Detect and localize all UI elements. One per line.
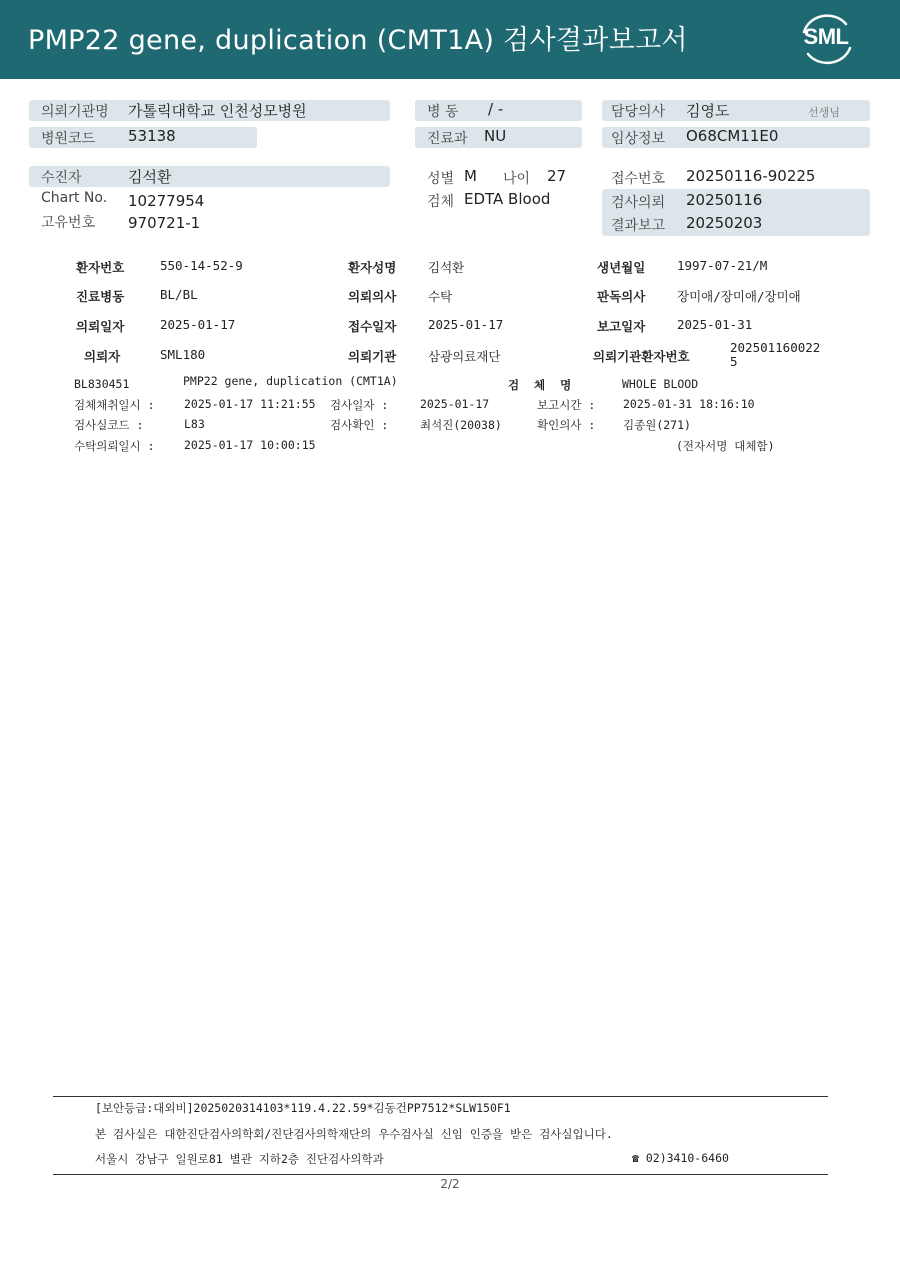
report-title: PMP22 gene, duplication (CMT1A) 검사결과보고서 [28, 25, 688, 56]
patient-row [29, 166, 390, 187]
address-line: 서울시 강남구 일원로81 별관 지하2층 진단검사의학과 [95, 1152, 384, 1166]
receipt-label: 접수번호 [611, 171, 666, 187]
ward-detail-value: BL/BL [160, 287, 198, 302]
req-doctor-value: 수탁 [428, 289, 453, 304]
doctor-value: 김영도 [686, 102, 730, 120]
reader-label: 판독의사 [597, 289, 646, 304]
collect-value: 2025-01-17 11:21:55 [184, 397, 316, 411]
req-date-value: 2025-01-17 [160, 317, 236, 332]
chart-label: Chart No. [41, 190, 108, 206]
patient-value: 김석환 [128, 168, 172, 186]
result-value: 20250203 [686, 214, 763, 232]
clinical-label: 임상정보 [611, 131, 666, 147]
ward-value: / - [488, 100, 504, 118]
report-banner [0, 0, 900, 79]
ward-detail-label: 진료병동 [76, 289, 125, 304]
patient-label: 수진자 [41, 170, 82, 186]
logo-text: SML [803, 24, 849, 49]
patient-no-value: 550-14-52-9 [160, 258, 243, 273]
security-line: [보안등급:대외비]2025020314103*119.4.22.59*김동건PP7512*SLW150F1 [95, 1101, 511, 1115]
result-label: 결과보고 [611, 218, 666, 234]
footer-top-rule [53, 1096, 828, 1097]
institution-label: 의뢰기관명 [41, 104, 109, 120]
specimen-name-value: WHOLE BLOOD [622, 377, 699, 391]
test-confirm-label: 검사확인 : [330, 418, 389, 432]
receipt-value: 20250116-90225 [686, 167, 816, 185]
req-inst-label: 의뢰기관 [348, 349, 397, 364]
consign-label: 수탁의뢰일시 : [74, 439, 155, 453]
requester-label: 의뢰자 [84, 349, 121, 364]
dept-label: 진료과 [427, 131, 468, 147]
report-date-value: 2025-01-31 [677, 317, 753, 332]
lab-code-label: 검사실코드 : [74, 418, 144, 432]
page-number: 2/2 [440, 1177, 460, 1191]
age-value: 27 [547, 167, 567, 185]
request-label: 검사의뢰 [611, 195, 666, 211]
lab-code-value: L83 [184, 417, 205, 431]
dob-label: 생년월일 [597, 260, 646, 275]
chart-value: 10277954 [128, 192, 205, 210]
institution-value: 가톨릭대학교 인천성모병원 [128, 102, 307, 120]
phone-line: ☎ 02)3410-6460 [632, 1151, 729, 1165]
hospital-code-label: 병원코드 [41, 131, 96, 147]
patient-name-value: 김석환 [428, 260, 465, 275]
test-name: PMP22 gene, duplication (CMT1A) [183, 374, 398, 388]
recv-date-label: 접수일자 [348, 319, 397, 334]
certification-line: 본 검사실은 대한진단검사의학회/진단검사의학재단의 우수검사실 신임 인증을 받은 검사실입니다. [95, 1127, 613, 1141]
reader-value: 장미애/장미애/장미애 [677, 289, 801, 304]
consign-value: 2025-01-17 10:00:15 [184, 438, 316, 452]
test-confirm-value: 최석진(20038) [420, 418, 502, 432]
esign-note: (전자서명 대체함) [676, 439, 775, 453]
sex-label: 성별 [427, 171, 455, 187]
collect-label: 검체채취일시 : [74, 398, 155, 412]
req-date-label: 의뢰일자 [76, 319, 125, 334]
test-code: BL830451 [74, 377, 130, 391]
confirm-doctor-label: 확인의사 : [537, 418, 596, 432]
ward-label: 병 동 [427, 104, 459, 120]
dept-value: NU [484, 127, 507, 145]
confirm-doctor-value: 김종원(271) [623, 418, 691, 432]
report-time-value: 2025-01-31 18:16:10 [623, 397, 755, 411]
sex-value: M [464, 167, 477, 185]
req-inst-value: 삼광의료재단 [428, 349, 501, 364]
doctor-suffix: 선생님 [808, 106, 840, 119]
test-date-label: 검사일자 : [330, 398, 389, 412]
recv-date-value: 2025-01-17 [428, 317, 504, 332]
patient-no-label: 환자번호 [76, 260, 125, 275]
req-doctor-label: 의뢰의사 [348, 289, 397, 304]
specimen-name-label: 검 체 명 [508, 378, 576, 392]
req-inst-pt-value-1: 202501160022 [730, 340, 821, 355]
requester-value: SML180 [160, 347, 206, 362]
dob-value: 1997-07-21/M [677, 258, 768, 273]
clinical-value: O68CM11E0 [686, 127, 779, 145]
report-time-label: 보고시간 : [537, 398, 596, 412]
report-date-label: 보고일자 [597, 319, 646, 334]
req-inst-pt-label: 의뢰기관환자번호 [593, 349, 690, 364]
unique-value: 970721-1 [128, 214, 201, 232]
req-inst-pt-value-2: 5 [730, 354, 738, 369]
footer-bottom-rule [53, 1174, 828, 1175]
patient-name-label: 환자성명 [348, 260, 397, 275]
test-date-value: 2025-01-17 [420, 397, 490, 411]
age-label: 나이 [503, 171, 531, 187]
specimen-label: 검체 [427, 194, 455, 210]
doctor-label: 담당의사 [611, 104, 666, 120]
specimen-value: EDTA Blood [464, 190, 551, 208]
unique-label: 고유번호 [41, 215, 96, 231]
hospital-code-value: 53138 [128, 127, 176, 145]
sml-logo [796, 12, 856, 66]
request-value: 20250116 [686, 191, 763, 209]
